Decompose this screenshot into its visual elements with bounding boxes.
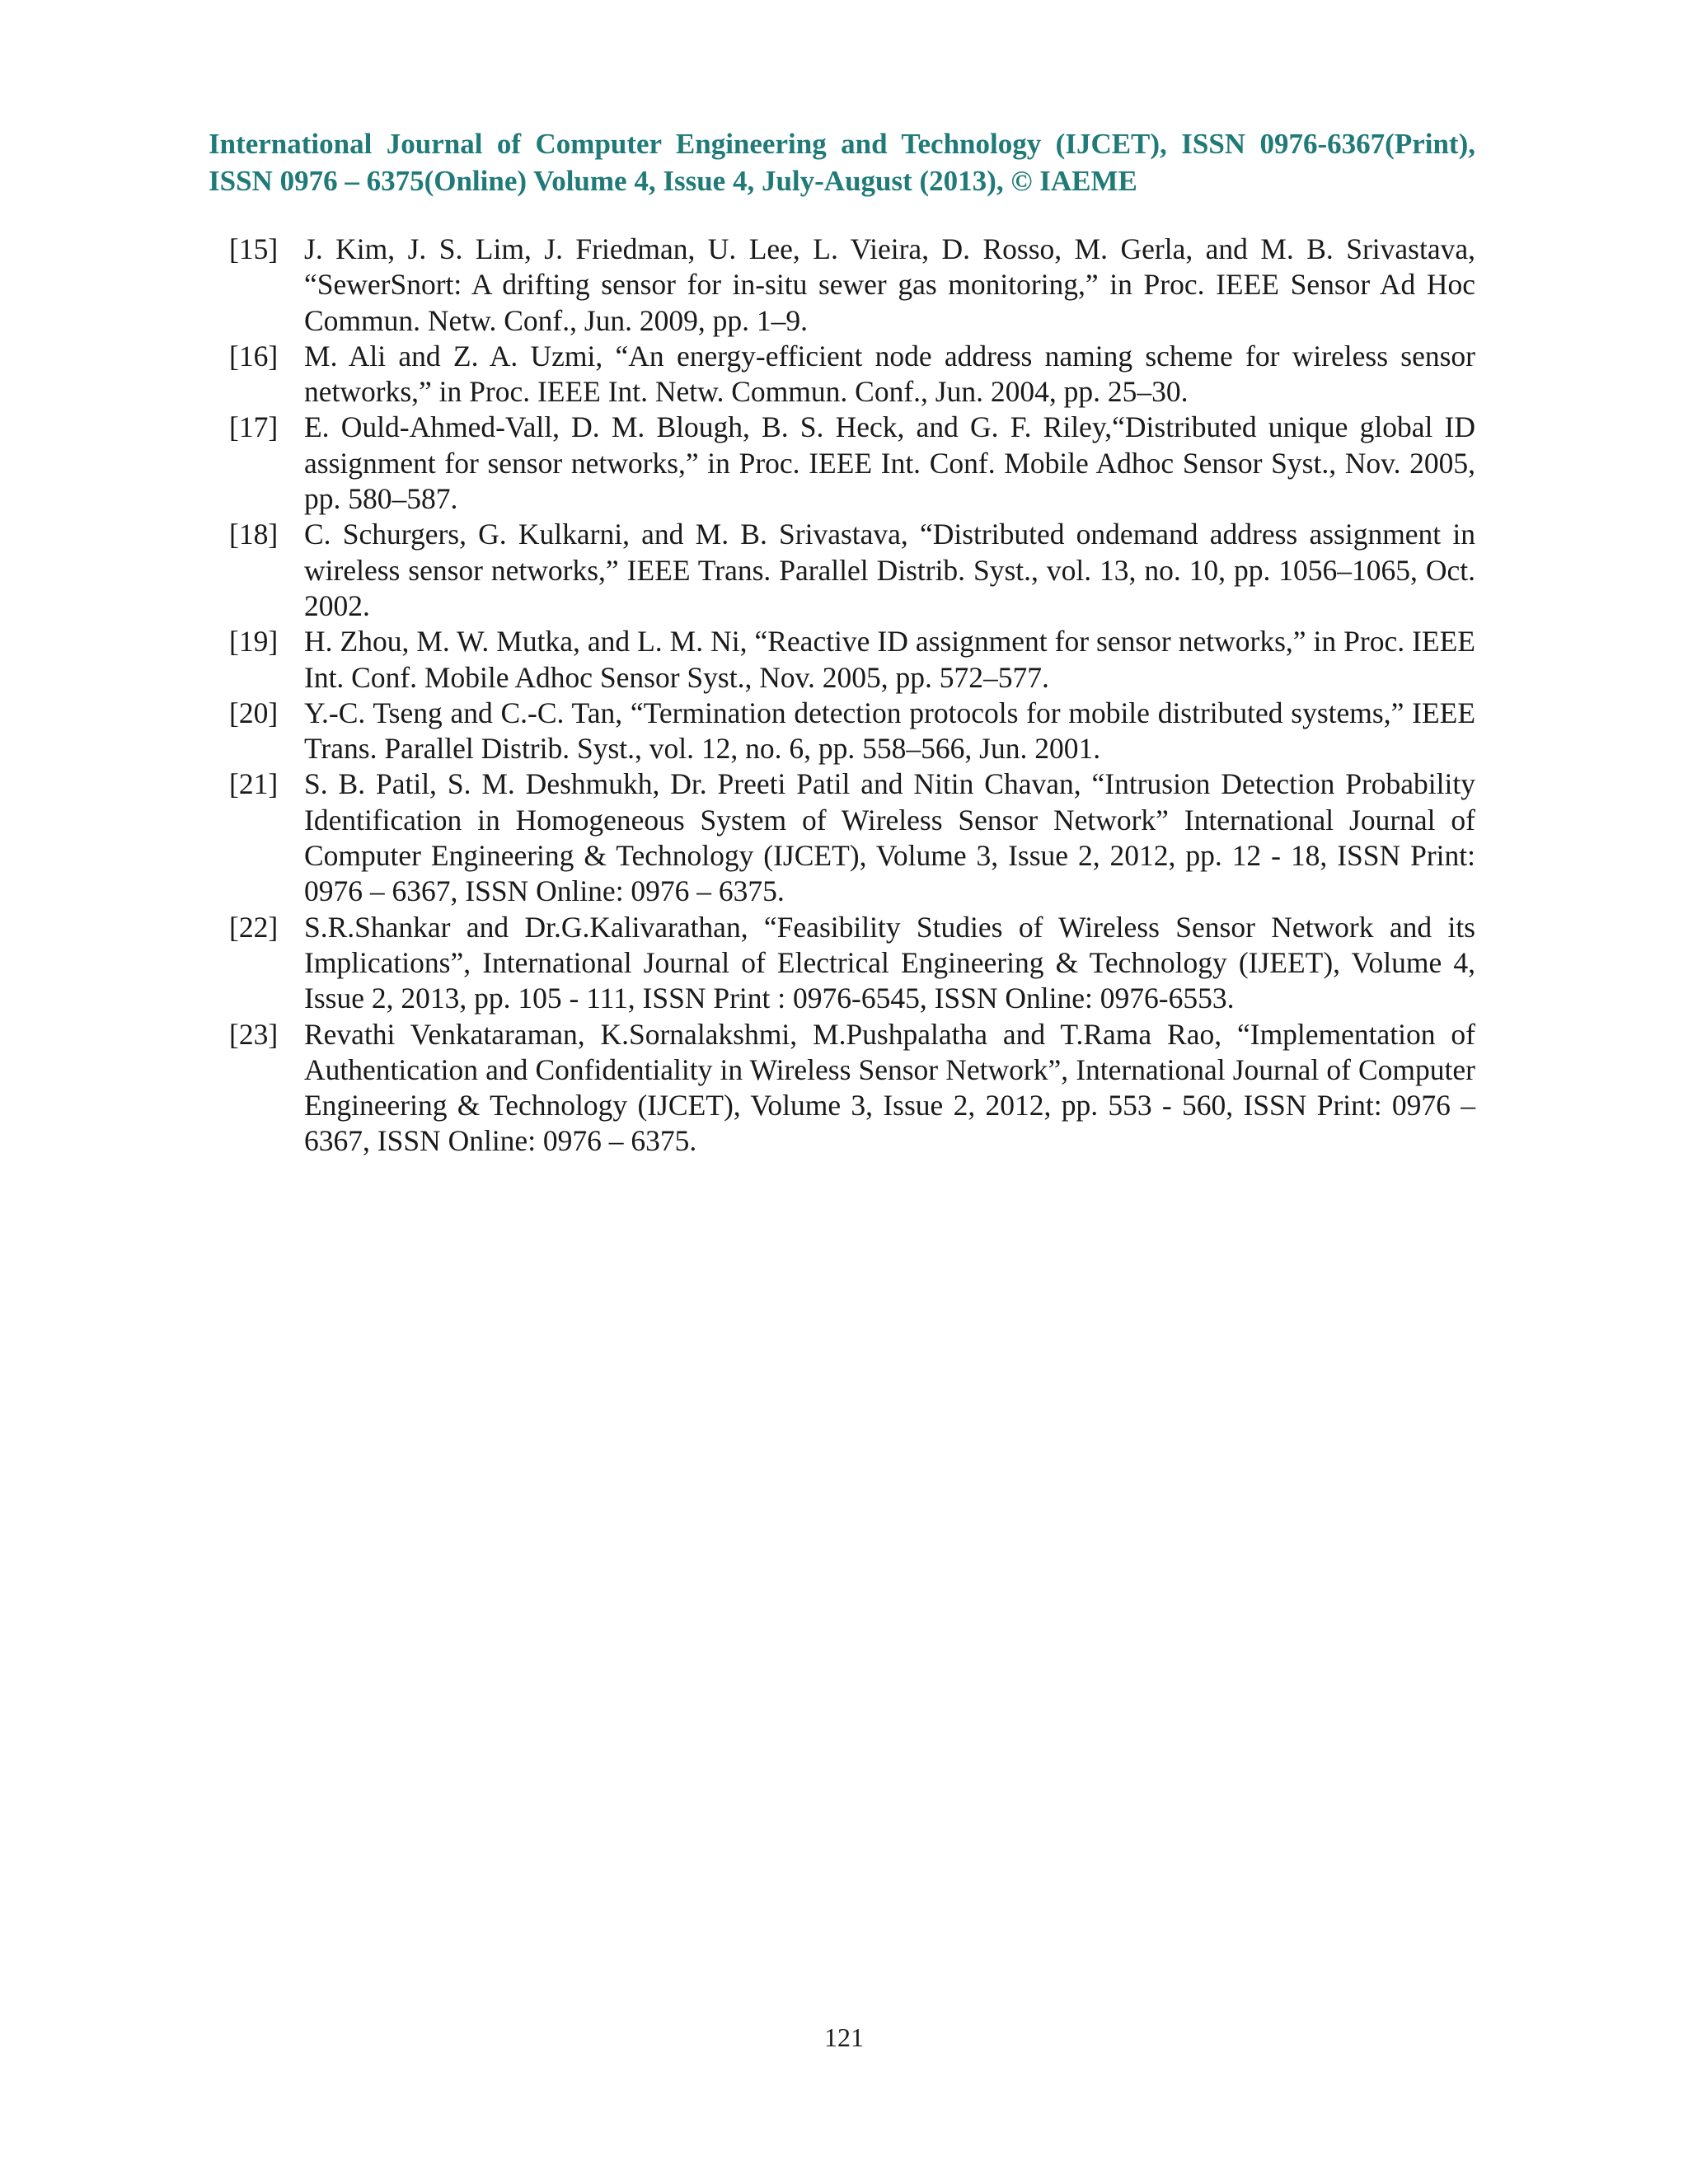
reference-text: J. Kim, J. S. Lim, J. Friedman, U. Lee, L. Vieira, D. Rosso, M. Gerla, and M. B. Srivastava, “SewerSnort: A drifting sensor for in-situ sewer gas monitoring,” in Proc. IEEE Sensor Ad Hoc Commun. Netw. Conf., Jun. 2009, pp. 1–9. bbox=[304, 232, 1475, 337]
reference-text: S. B. Patil, S. M. Deshmukh, Dr. Preeti Patil and Nitin Chavan, “Intrusion Detection Probability Identification in Homogeneous System of Wireless Sensor Network” International Journal of Computer Engineering & Technology (IJCET), Volume 3, Issue 2, 2012, pp. 12 - 18, ISSN Print: 0976 – 6367, ISSN Online: 0976 – 6375. bbox=[304, 767, 1475, 908]
reference-number: [17] bbox=[229, 410, 279, 444]
reference-item bbox=[229, 1017, 1475, 1160]
reference-item bbox=[229, 517, 1475, 624]
page-number: 121 bbox=[824, 2022, 864, 2052]
reference-list bbox=[229, 232, 1475, 1160]
reference-text: S.R.Shankar and Dr.G.Kalivarathan, “Feasibility Studies of Wireless Sensor Network and its Implications”, International Journal of Electrical Engineering & Technology (IJEET), Volume 4, Issue 2, 2013, pp. 105 - 111, ISSN Print : 0976-6545, ISSN Online: 0976-6553. bbox=[304, 910, 1475, 1015]
reference-number: [22] bbox=[229, 910, 279, 944]
reference-text: H. Zhou, M. W. Mutka, and L. M. Ni, “Reactive ID assignment for sensor networks,” in Proc. IEEE Int. Conf. Mobile Adhoc Sensor Syst., Nov. 2005, pp. 572–577. bbox=[304, 625, 1475, 694]
reference-text: C. Schurgers, G. Kulkarni, and M. B. Srivastava, “Distributed ondemand address assignment in wireless sensor networks,” IEEE Trans. Parallel Distrib. Syst., vol. 13, no. 10, pp. 1056–1065, Oct. 2002. bbox=[304, 518, 1475, 622]
reference-text: Revathi Venkataraman, K.Sornalakshmi, M.Pushpalatha and T.Rama Rao, “Implementation of Authentication and Confidentiality in Wireless Sensor Network”, International Journal of Computer Engineering & Technology (IJCET), Volume 3, Issue 2, 2012, pp. 553 - 560, ISSN Print: 0976 – 6367, ISSN Online: 0976 – 6375. bbox=[304, 1017, 1475, 1158]
reference-item bbox=[229, 696, 1475, 767]
reference-number: [23] bbox=[229, 1017, 279, 1051]
reference-number: [15] bbox=[229, 232, 279, 265]
reference-item bbox=[229, 624, 1475, 696]
reference-item bbox=[229, 339, 1475, 410]
reference-number: [19] bbox=[229, 625, 279, 658]
reference-number: [18] bbox=[229, 518, 279, 551]
reference-item bbox=[229, 232, 1475, 339]
reference-item bbox=[229, 410, 1475, 517]
reference-text: E. Ould-Ahmed-Vall, D. M. Blough, B. S. Heck, and G. F. Riley,“Distributed unique global ID assignment for sensor networks,” in Proc. IEEE Int. Conf. Mobile Adhoc Sensor Syst., Nov. 2005, pp. 580–587. bbox=[304, 410, 1475, 516]
reference-text: M. Ali and Z. A. Uzmi, “An energy-efficient node address naming scheme for wireless sensor networks,” in Proc. IEEE Int. Netw. Commun. Conf., Jun. 2004, pp. 25–30. bbox=[304, 339, 1475, 409]
journal-header: International Journal of Computer Engineering and Technology (IJCET), ISSN 0976-6367(Print), ISSN 0976 – 6375(Online) Volume 4, Issue 4, July-August (2013), © IAEME bbox=[209, 128, 1475, 197]
reference-number: [20] bbox=[229, 696, 279, 729]
reference-item bbox=[229, 766, 1475, 909]
reference-number: [16] bbox=[229, 339, 279, 373]
reference-number: [21] bbox=[229, 767, 279, 801]
reference-item bbox=[229, 910, 1475, 1017]
reference-text: Y.-C. Tseng and C.-C. Tan, “Termination detection protocols for mobile distributed systems,” IEEE Trans. Parallel Distrib. Syst., vol. 12, no. 6, pp. 558–566, Jun. 2001. bbox=[304, 696, 1475, 766]
